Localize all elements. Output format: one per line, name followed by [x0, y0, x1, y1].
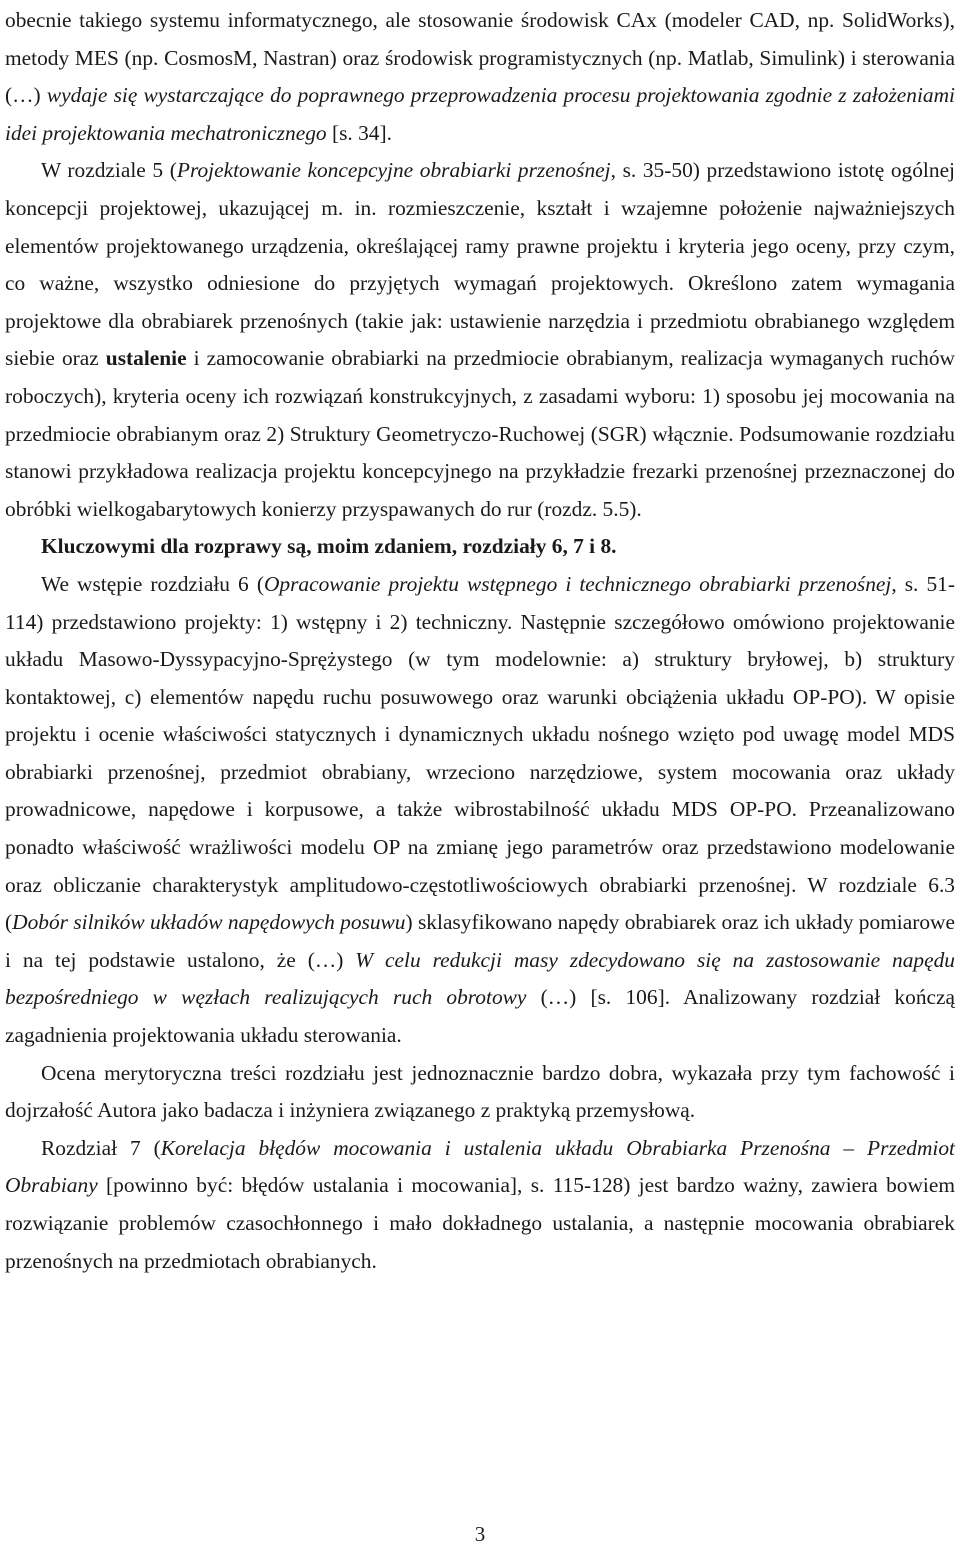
quote-italic: wydaje się wystarczające do poprawnego przeprowadzenia procesu projektowania zgodnie z założeniami idei projektowania mechatronicznego [5, 83, 955, 145]
paragraph-chapter-5 [5, 152, 955, 528]
text-run: W rozdziale 5 ( [41, 158, 177, 183]
text-run: , s. 51-114) przedstawiono projekty: 1) wstępny i 2) techniczny. Następnie szczegółowo omówiono projektowanie układu Masowo-Dyssypacyjno-Sprężystego (w tym modelownie: a) struktury bryłowej, b) struktury kontaktowej, c) elementów napędu ruchu posuwowego oraz warunki obciążenia układu OP-PO). W opisie projektu i ocenie właściwości statycznych i dynamicznych układu nośnego wzięto pod uwagę model MDS obrabiarki przenośnej, przedmiot obrabiany, wrzeciono narzędziowe, system mocowania oraz układy prowadnicowe, napędowe i korpusowe, a także wibrostabilność układu MDS OP-PO. Przeanalizowano ponadto właściwość wrażliwości modelu OP na zmianę jego parametrów oraz przedstawiono modelowanie oraz obliczanie charakterystyk amplitudowo-częstotliwościowych obrabiarki przenośnej. W rozdziale 6.3 ( [5, 571, 955, 935]
text-run: Rozdział 7 ( [41, 1135, 161, 1160]
section-title-italic: Dobór silników układów napędowych posuwu [12, 910, 406, 935]
paragraph-chapter-7 [5, 1130, 955, 1280]
chapter-title-italic: Opracowanie projektu wstępnego i technicznego obrabiarki przenośnej [263, 571, 892, 596]
text-run: , s. 35-50) przedstawiono istotę ogólnej koncepcji projektowej, ukazującej m. in. rozmieszczenie, kształt i wzajemne położenie najważniejszych elementów projektowanego urządzenia, określającej ramy prawne projektu i kryteria jego oceny, przy czym, co ważne, wszystko odniesione do przyjętych wymagań projektowych. Określono zatem wymagania projektowe dla obrabiarek przenośnych (takie jak: ustawienie narzędzia i przedmiotu obrabianego względem siebie oraz [5, 158, 956, 371]
text-run: obecnie takiego systemu informatycznego, ale stosowanie środowisk CAx (modeler CAD, np. SolidWorks), metody MES (np. CosmosM, Nastran) oraz środowisk programistycznych (np. Matlab, Simulink) i sterowania (…) [5, 8, 955, 108]
text-run: i zamocowanie obrabiarki na przedmiocie obrabianym, realizacja wymaganych ruchów roboczych), kryteria oceny ich rozwiązań konstrukcyjnych, z zasadami wyboru: 1) sposobu jej mocowania na przedmiocie obrabianym oraz 2) Struktury Geometryczo-Ruchowej (SGR) włącznie. Podsumowanie rozdziału stanowi przykładowa realizacja projektu koncepcyjnego na przykładzie frezarki przenośnej przeznaczonej do obróbki wielkogabarytowych konierzy przyspawanych do rur (rozdz. 5.5). [5, 346, 955, 521]
emphasis-bold: ustalenie [105, 346, 187, 371]
paragraph-evaluation: Ocena merytoryczna treści rozdziału jest jednoznacznie bardzo dobra, wykazała przy tym fachowość i dojrzałość Autora jako badacza i inżyniera związanego z praktyką przemysłową. [5, 1060, 955, 1123]
text-run: [s. 34]. [326, 120, 392, 145]
key-chapters-heading: Kluczowymi dla rozprawy są, moim zdaniem, rozdziały 6, 7 i 8. [41, 534, 617, 559]
chapter-title-italic: Projektowanie koncepcyjne obrabiarki przenośnej [176, 158, 611, 183]
document-page [5, 2, 955, 1280]
page-number: 3 [474, 1522, 486, 1546]
quote-italic: W celu redukcji masy zdecydowano się na zastosowanie napędu bezpośredniego w węzłach realizujących ruch obrotowy [5, 947, 955, 1010]
chapter-title-italic: Korelacja błędów mocowania i ustalenia układu Obrabiarka Przenośna – Przedmiot Obrabiany [5, 1135, 955, 1198]
paragraph-chapter-6 [5, 566, 955, 1055]
text-run: (…) [s. 106]. Analizowany rozdział kończą zagadnienia projektowania układu sterowania. [5, 985, 956, 1048]
text-run: ) sklasyfikowano napędy obrabiarek oraz ich układy pomiarowe i na tej podstawie ustalono, że (…) [5, 910, 955, 972]
text-run: [powinno być: błędów ustalania i mocowania], s. 115-128) jest bardzo ważny, zawiera bowiem rozwiązanie problemów czasochłonnego i mało dokładnego ustalania, a następnie mocowania obrabiarek przenośnych na przedmiotach obrabianych. [5, 1173, 955, 1273]
text-run: We wstępie rozdziału 6 ( [41, 571, 264, 596]
paragraph-continued [5, 2, 955, 152]
